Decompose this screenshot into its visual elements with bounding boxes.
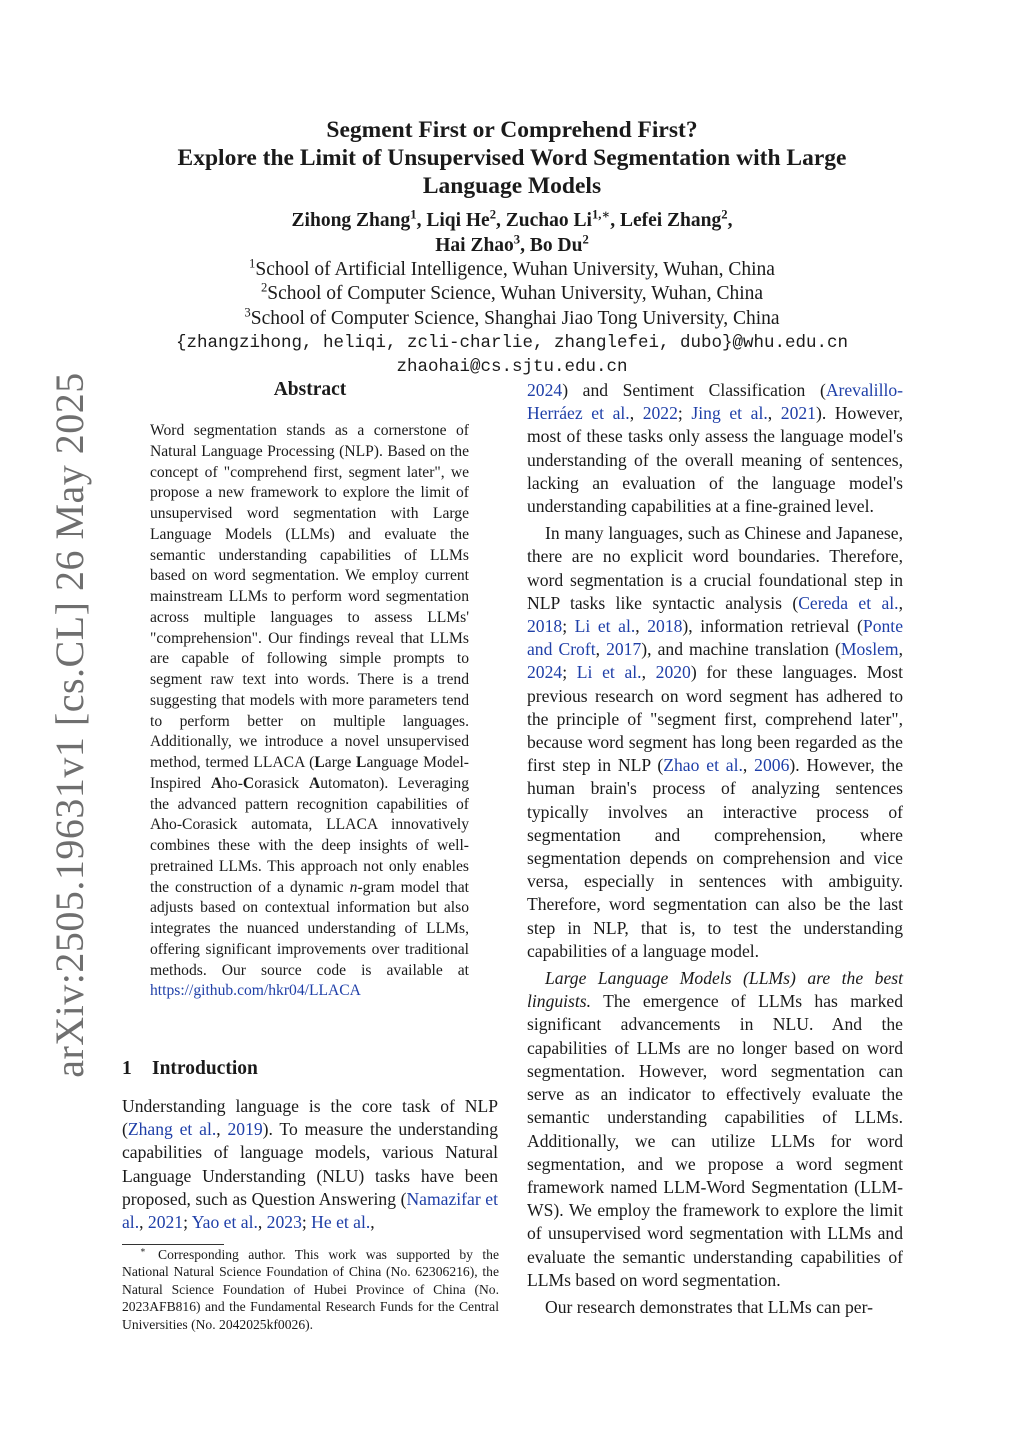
affiliation-1: $^1$School of Artificial Intelligence, Wuhan University, Wuhan, China bbox=[249, 256, 775, 280]
citation-link[interactable]: Namazifar et al. bbox=[122, 1188, 499, 1233]
citation-link[interactable]: Ponte and Croft bbox=[527, 616, 903, 660]
citation-link[interactable]: He et al. bbox=[311, 1212, 371, 1233]
author-separator: , bbox=[416, 210, 427, 231]
citation-link[interactable]: Li et al. bbox=[576, 662, 642, 683]
section-heading-introduction: 1 Introduction bbox=[122, 1058, 258, 1079]
citation-link[interactable]: 2021 bbox=[780, 403, 816, 424]
affiliations bbox=[112, 258, 912, 379]
citation-link[interactable]: 2022 bbox=[642, 403, 678, 424]
citation-link[interactable]: 2006 bbox=[754, 755, 790, 776]
citation-link[interactable]: Jing et al. bbox=[691, 403, 768, 424]
citation-link[interactable]: Li et al. bbox=[574, 616, 636, 637]
citation-link[interactable]: 2019 bbox=[227, 1119, 263, 1140]
author-affil-mark: 3 bbox=[513, 232, 521, 247]
right-column bbox=[527, 379, 903, 1319]
title-line-1: Segment First or Comprehend First? bbox=[326, 117, 698, 143]
arxiv-sidebar-id: arXiv:2505.19631v1 [cs.CL] 26 May 2025 bbox=[47, 372, 92, 1078]
author-name: Liqi He bbox=[426, 210, 490, 231]
footnote-divider bbox=[122, 1244, 224, 1245]
author-line-2 bbox=[112, 233, 912, 258]
citation-link[interactable]: 2021 bbox=[147, 1212, 184, 1233]
citation-link[interactable]: Arevalillo-Herráez et al. bbox=[527, 380, 903, 424]
author-name: Zihong Zhang bbox=[291, 210, 411, 231]
author-affil-mark: 2 bbox=[489, 207, 497, 222]
author-affil-mark: 1 bbox=[410, 207, 417, 222]
title-line-3: Language Models bbox=[422, 173, 602, 199]
citation-link[interactable]: Zhao et al. bbox=[663, 755, 743, 776]
email-line-1: {zhangzihong, heliqi, zcli-charlie, zhanglefei, dubo}@whu.edu.cn bbox=[175, 332, 849, 353]
citation-link[interactable]: 2023 bbox=[266, 1212, 302, 1233]
author-name: Hai Zhao bbox=[435, 235, 514, 256]
citation-link[interactable]: Zhang et al. bbox=[127, 1119, 217, 1140]
title-line-2: Explore the Limit of Unsupervised Word Segmentation with Large bbox=[177, 145, 847, 171]
author-separator: , bbox=[727, 210, 733, 231]
author-separator: , bbox=[610, 210, 620, 231]
abstract-body: Word segmentation stands as a cornerstone of Natural Language Processing (NLP). Based on the concept of "comprehend first, segment later", we propose a new framework to explore the limit of unsupervised word segmentation with Large Language Models (LLMs) and evaluate the semantic understanding capabilities of LLMs based on word segmentation. We employ current mainstream LLMs to perform word segmentation across multiple languages to assess LLMs' "comprehension". Our findings reveal that LLMs are capable of following simple prompts to segment raw text into words. There is a trend suggesting that models with more parameters tend to perform better on multiple languages. Additionally, we introduce a novel unsupervised method, termed LLACA (Large Language Model-Inspired Aho-Corasick Automaton). Leveraging the advanced pattern recognition capabilities of Aho-Corasick automata, LLACA innovatively combines these with the deep insights of well-pretrained LLMs. This approach not only enables the construction of a dynamic n-gram model that adjusts based on contextual information but also integrates the nuanced understanding of LLMs, offering significant improvements over traditional methods. Our source code is available at https://github.com/hkr04/LLACA bbox=[150, 422, 470, 1000]
author-affil-mark: 1,∗ bbox=[591, 207, 611, 222]
footnote: ∗ Corresponding author. This work was supported by the National Natural Science Foundation of China (No. 62306216), the Natural Science Foundation of Hubei Province of China (No. 2023AFB816) and the Fundamental Research Funds for the Central Universities (No. 2042025kf0026). bbox=[122, 1245, 499, 1332]
author-affil-mark: 2 bbox=[721, 207, 728, 222]
author-name: Zuchao Li bbox=[505, 210, 592, 231]
citation-link[interactable]: 2024 bbox=[527, 380, 563, 400]
author-name: Lefei Zhang bbox=[619, 210, 722, 231]
author-separator: , bbox=[520, 235, 530, 256]
author-line-1 bbox=[112, 208, 912, 233]
paragraph: In many languages, such as Chinese and Japanese, there are no explicit word boundaries. Therefore, word segmentation is a crucial foundational step in NLP tasks like syntactic analysis (Cereda et al., 2018; Li et al., 2018), information retrieval (Ponte and Croft, 2017), and machine translation (Moslem, 2024; Li et al., 2020) for these languages. Most previous research on word segment has adhered to the principle of "segment first, comprehend later", because word segment has long been regarded as the first step in NLP (Zhao et al., 2006). However, the human brain's process of analyzing sentences typically involves an interactive process of segmentation and comprehension, where segmentation depends on comprehension and vice versa, especially in sentences with ambiguity. Therefore, word segmentation can also be the last step in NLP, that is, to test the understanding capabilities of a language model. bbox=[527, 523, 903, 961]
paragraph: Our research demonstrates that LLMs can per- bbox=[545, 1296, 873, 1317]
affiliation-3: $^3$School of Computer Science, Shanghai Jiao Tong University, China bbox=[244, 305, 780, 329]
paragraph-continued: 2024) and Sentiment Classification (Arevalillo-Herráez et al., 2022; Jing et al., 2021). However, most of these tasks only assess the language model's understanding of the overall meaning of sentences, lacking an evaluation of the language model's understanding capabilities at a fine-grained level. bbox=[527, 380, 904, 517]
author-separator: , bbox=[496, 210, 506, 231]
email-line-2: zhaohai@cs.sjtu.edu.cn bbox=[396, 357, 628, 378]
citation-link[interactable]: Yao et al. bbox=[191, 1212, 258, 1233]
citation-link[interactable]: 2024 bbox=[527, 662, 563, 683]
citation-link[interactable]: 2018 bbox=[647, 616, 683, 637]
intro-paragraph: Understanding language is the core task of NLP (Zhang et al., 2019). To measure the understanding capabilities of language models, various Natural Language Understanding (NLU) tasks have been proposed, such as Question Answering (Namazifar et al., 2021; Yao et al., 2023; He et al., bbox=[122, 1096, 499, 1233]
author-affil-mark: 2 bbox=[582, 232, 589, 247]
affiliation-2: $^2$School of Computer Science, Wuhan University, Wuhan, China bbox=[260, 280, 764, 305]
citation-link[interactable]: 2017 bbox=[606, 639, 642, 660]
paper-title bbox=[112, 116, 912, 200]
abstract-heading: Abstract bbox=[273, 379, 347, 400]
citation-link[interactable]: Cereda et al. bbox=[798, 592, 899, 613]
paragraph: Large Language Models (LLMs) are the best linguists. The emergence of LLMs has marked significant advancements in NLU. And the capabilities of LLMs are no longer based on word segmentation. However, word segmentation can serve as an indicator to effectively evaluate the semantic understanding capabilities of LLMs. Additionally, we can utilize LLMs for word segmentation, and we propose a word segment framework named LLM-Word Segmentation (LLM-WS). We employ the framework to explore the limit of unsupervised word segmentation with LLMs and evaluate the semantic understanding capabilities of LLMs based on word segmentation. bbox=[527, 968, 903, 1290]
source-code-link[interactable]: https://github.com/hkr04/LLACA bbox=[150, 982, 361, 1000]
citation-link[interactable]: Moslem bbox=[840, 639, 899, 660]
citation-link[interactable]: 2020 bbox=[655, 662, 691, 683]
citation-link[interactable]: 2018 bbox=[527, 616, 563, 637]
author-list bbox=[112, 208, 912, 258]
author-name: Bo Du bbox=[529, 235, 583, 256]
